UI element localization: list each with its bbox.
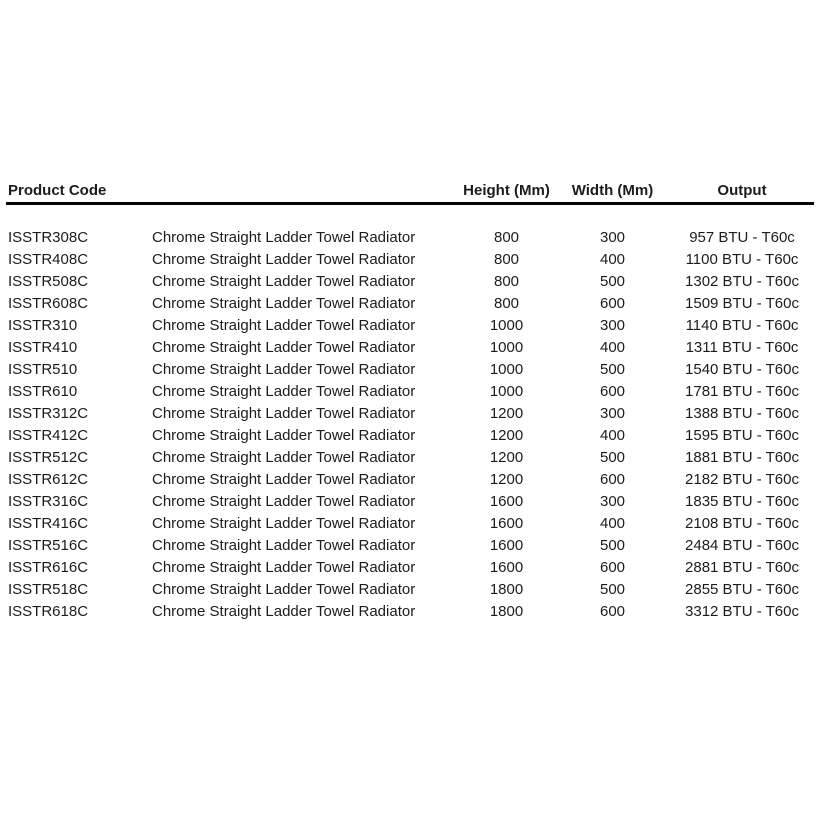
output-cell: 1781 BTU - T60c <box>685 383 799 400</box>
header-underline <box>6 202 814 205</box>
product-code-cell: ISSTR410 <box>8 339 78 356</box>
table-row <box>6 535 814 557</box>
table-row <box>6 359 814 381</box>
table-row <box>6 579 814 601</box>
height-cell: 1800 <box>489 603 524 620</box>
output-cell: 3312 BTU - T60c <box>685 603 799 620</box>
output-cell: 1595 BTU - T60c <box>685 427 799 444</box>
description-cell: Chrome Straight Ladder Towel Radiator <box>152 383 416 400</box>
description-cell: Chrome Straight Ladder Towel Radiator <box>152 493 416 510</box>
table-row <box>6 403 814 425</box>
description-cell: Chrome Straight Ladder Towel Radiator <box>152 317 416 334</box>
height-cell: 1600 <box>489 515 524 532</box>
table-row <box>6 469 814 491</box>
description-cell: Chrome Straight Ladder Towel Radiator <box>152 559 416 576</box>
table-row <box>6 249 814 271</box>
table-row <box>6 227 814 249</box>
width-cell: 600 <box>599 295 626 312</box>
height-cell: 800 <box>493 251 520 268</box>
width-cell: 500 <box>599 581 626 598</box>
width-cell: 500 <box>599 537 626 554</box>
description-cell: Chrome Straight Ladder Towel Radiator <box>152 603 416 620</box>
output-cell: 1302 BTU - T60c <box>685 273 799 290</box>
width-cell: 500 <box>599 273 626 290</box>
table-row <box>6 601 814 623</box>
table-row <box>6 491 814 513</box>
product-code-cell: ISSTR510 <box>8 361 78 378</box>
output-cell: 957 BTU - T60c <box>689 229 795 246</box>
product-code-cell: ISSTR408C <box>8 251 89 268</box>
description-cell: Chrome Straight Ladder Towel Radiator <box>152 339 416 356</box>
product-code-cell: ISSTR612C <box>8 471 89 488</box>
height-cell: 1000 <box>489 317 524 334</box>
table-row <box>6 557 814 579</box>
product-code-cell: ISSTR512C <box>8 449 89 466</box>
product-code-cell: ISSTR618C <box>8 603 89 620</box>
table-row <box>6 513 814 535</box>
table-row <box>6 293 814 315</box>
description-cell: Chrome Straight Ladder Towel Radiator <box>152 449 416 466</box>
col-header-output: Output <box>717 182 767 199</box>
width-cell: 400 <box>599 251 626 268</box>
product-code-cell: ISSTR610 <box>8 383 78 400</box>
width-cell: 400 <box>599 339 626 356</box>
product-code-cell: ISSTR516C <box>8 537 89 554</box>
product-code-cell: ISSTR316C <box>8 493 89 510</box>
table-row <box>6 381 814 403</box>
output-cell: 1540 BTU - T60c <box>685 361 799 378</box>
col-header-height: Height (Mm) <box>463 182 550 199</box>
description-cell: Chrome Straight Ladder Towel Radiator <box>152 427 416 444</box>
height-cell: 1200 <box>489 471 524 488</box>
output-cell: 2182 BTU - T60c <box>685 471 799 488</box>
height-cell: 1000 <box>489 383 524 400</box>
description-cell: Chrome Straight Ladder Towel Radiator <box>152 581 416 598</box>
height-cell: 1200 <box>489 405 524 422</box>
height-cell: 1600 <box>489 493 524 510</box>
description-cell: Chrome Straight Ladder Towel Radiator <box>152 229 416 246</box>
table-row <box>6 271 814 293</box>
product-code-cell: ISSTR310 <box>8 317 78 334</box>
col-header-product-code: Product Code <box>8 182 107 199</box>
height-cell: 1000 <box>489 339 524 356</box>
height-cell: 1800 <box>489 581 524 598</box>
output-cell: 1509 BTU - T60c <box>685 295 799 312</box>
width-cell: 300 <box>599 317 626 334</box>
product-code-cell: ISSTR608C <box>8 295 89 312</box>
height-cell: 1600 <box>489 559 524 576</box>
height-cell: 1000 <box>489 361 524 378</box>
width-cell: 600 <box>599 471 626 488</box>
product-code-cell: ISSTR412C <box>8 427 89 444</box>
output-cell: 2108 BTU - T60c <box>685 515 799 532</box>
table-body <box>6 227 814 623</box>
height-cell: 1200 <box>489 449 524 466</box>
height-cell: 1200 <box>489 427 524 444</box>
width-cell: 300 <box>599 229 626 246</box>
output-cell: 1881 BTU - T60c <box>685 449 799 466</box>
table-header-row <box>6 181 814 201</box>
description-cell: Chrome Straight Ladder Towel Radiator <box>152 515 416 532</box>
height-cell: 1600 <box>489 537 524 554</box>
width-cell: 600 <box>599 559 626 576</box>
height-cell: 800 <box>493 273 520 290</box>
description-cell: Chrome Straight Ladder Towel Radiator <box>152 295 416 312</box>
width-cell: 500 <box>599 449 626 466</box>
width-cell: 600 <box>599 603 626 620</box>
product-code-cell: ISSTR508C <box>8 273 89 290</box>
width-cell: 600 <box>599 383 626 400</box>
output-cell: 1140 BTU - T60c <box>685 317 799 334</box>
width-cell: 400 <box>599 427 626 444</box>
product-code-cell: ISSTR416C <box>8 515 89 532</box>
height-cell: 800 <box>493 229 520 246</box>
output-cell: 1100 BTU - T60c <box>685 251 799 268</box>
width-cell: 300 <box>599 493 626 510</box>
description-cell: Chrome Straight Ladder Towel Radiator <box>152 405 416 422</box>
width-cell: 400 <box>599 515 626 532</box>
width-cell: 300 <box>599 405 626 422</box>
output-cell: 1388 BTU - T60c <box>685 405 799 422</box>
width-cell: 500 <box>599 361 626 378</box>
description-cell: Chrome Straight Ladder Towel Radiator <box>152 251 416 268</box>
table-row <box>6 425 814 447</box>
description-cell: Chrome Straight Ladder Towel Radiator <box>152 361 416 378</box>
description-cell: Chrome Straight Ladder Towel Radiator <box>152 537 416 554</box>
product-code-cell: ISSTR308C <box>8 229 89 246</box>
col-header-width: Width (Mm) <box>571 182 654 199</box>
table-row <box>6 315 814 337</box>
output-cell: 2484 BTU - T60c <box>685 537 799 554</box>
output-cell: 1835 BTU - T60c <box>685 493 799 510</box>
output-cell: 1311 BTU - T60c <box>685 339 799 356</box>
description-cell: Chrome Straight Ladder Towel Radiator <box>152 471 416 488</box>
height-cell: 800 <box>493 295 520 312</box>
product-code-cell: ISSTR518C <box>8 581 89 598</box>
product-spec-table <box>6 181 814 623</box>
product-code-cell: ISSTR312C <box>8 405 89 422</box>
product-code-cell: ISSTR616C <box>8 559 89 576</box>
table-row <box>6 337 814 359</box>
table-row <box>6 447 814 469</box>
output-cell: 2855 BTU - T60c <box>685 581 799 598</box>
output-cell: 2881 BTU - T60c <box>685 559 799 576</box>
description-cell: Chrome Straight Ladder Towel Radiator <box>152 273 416 290</box>
